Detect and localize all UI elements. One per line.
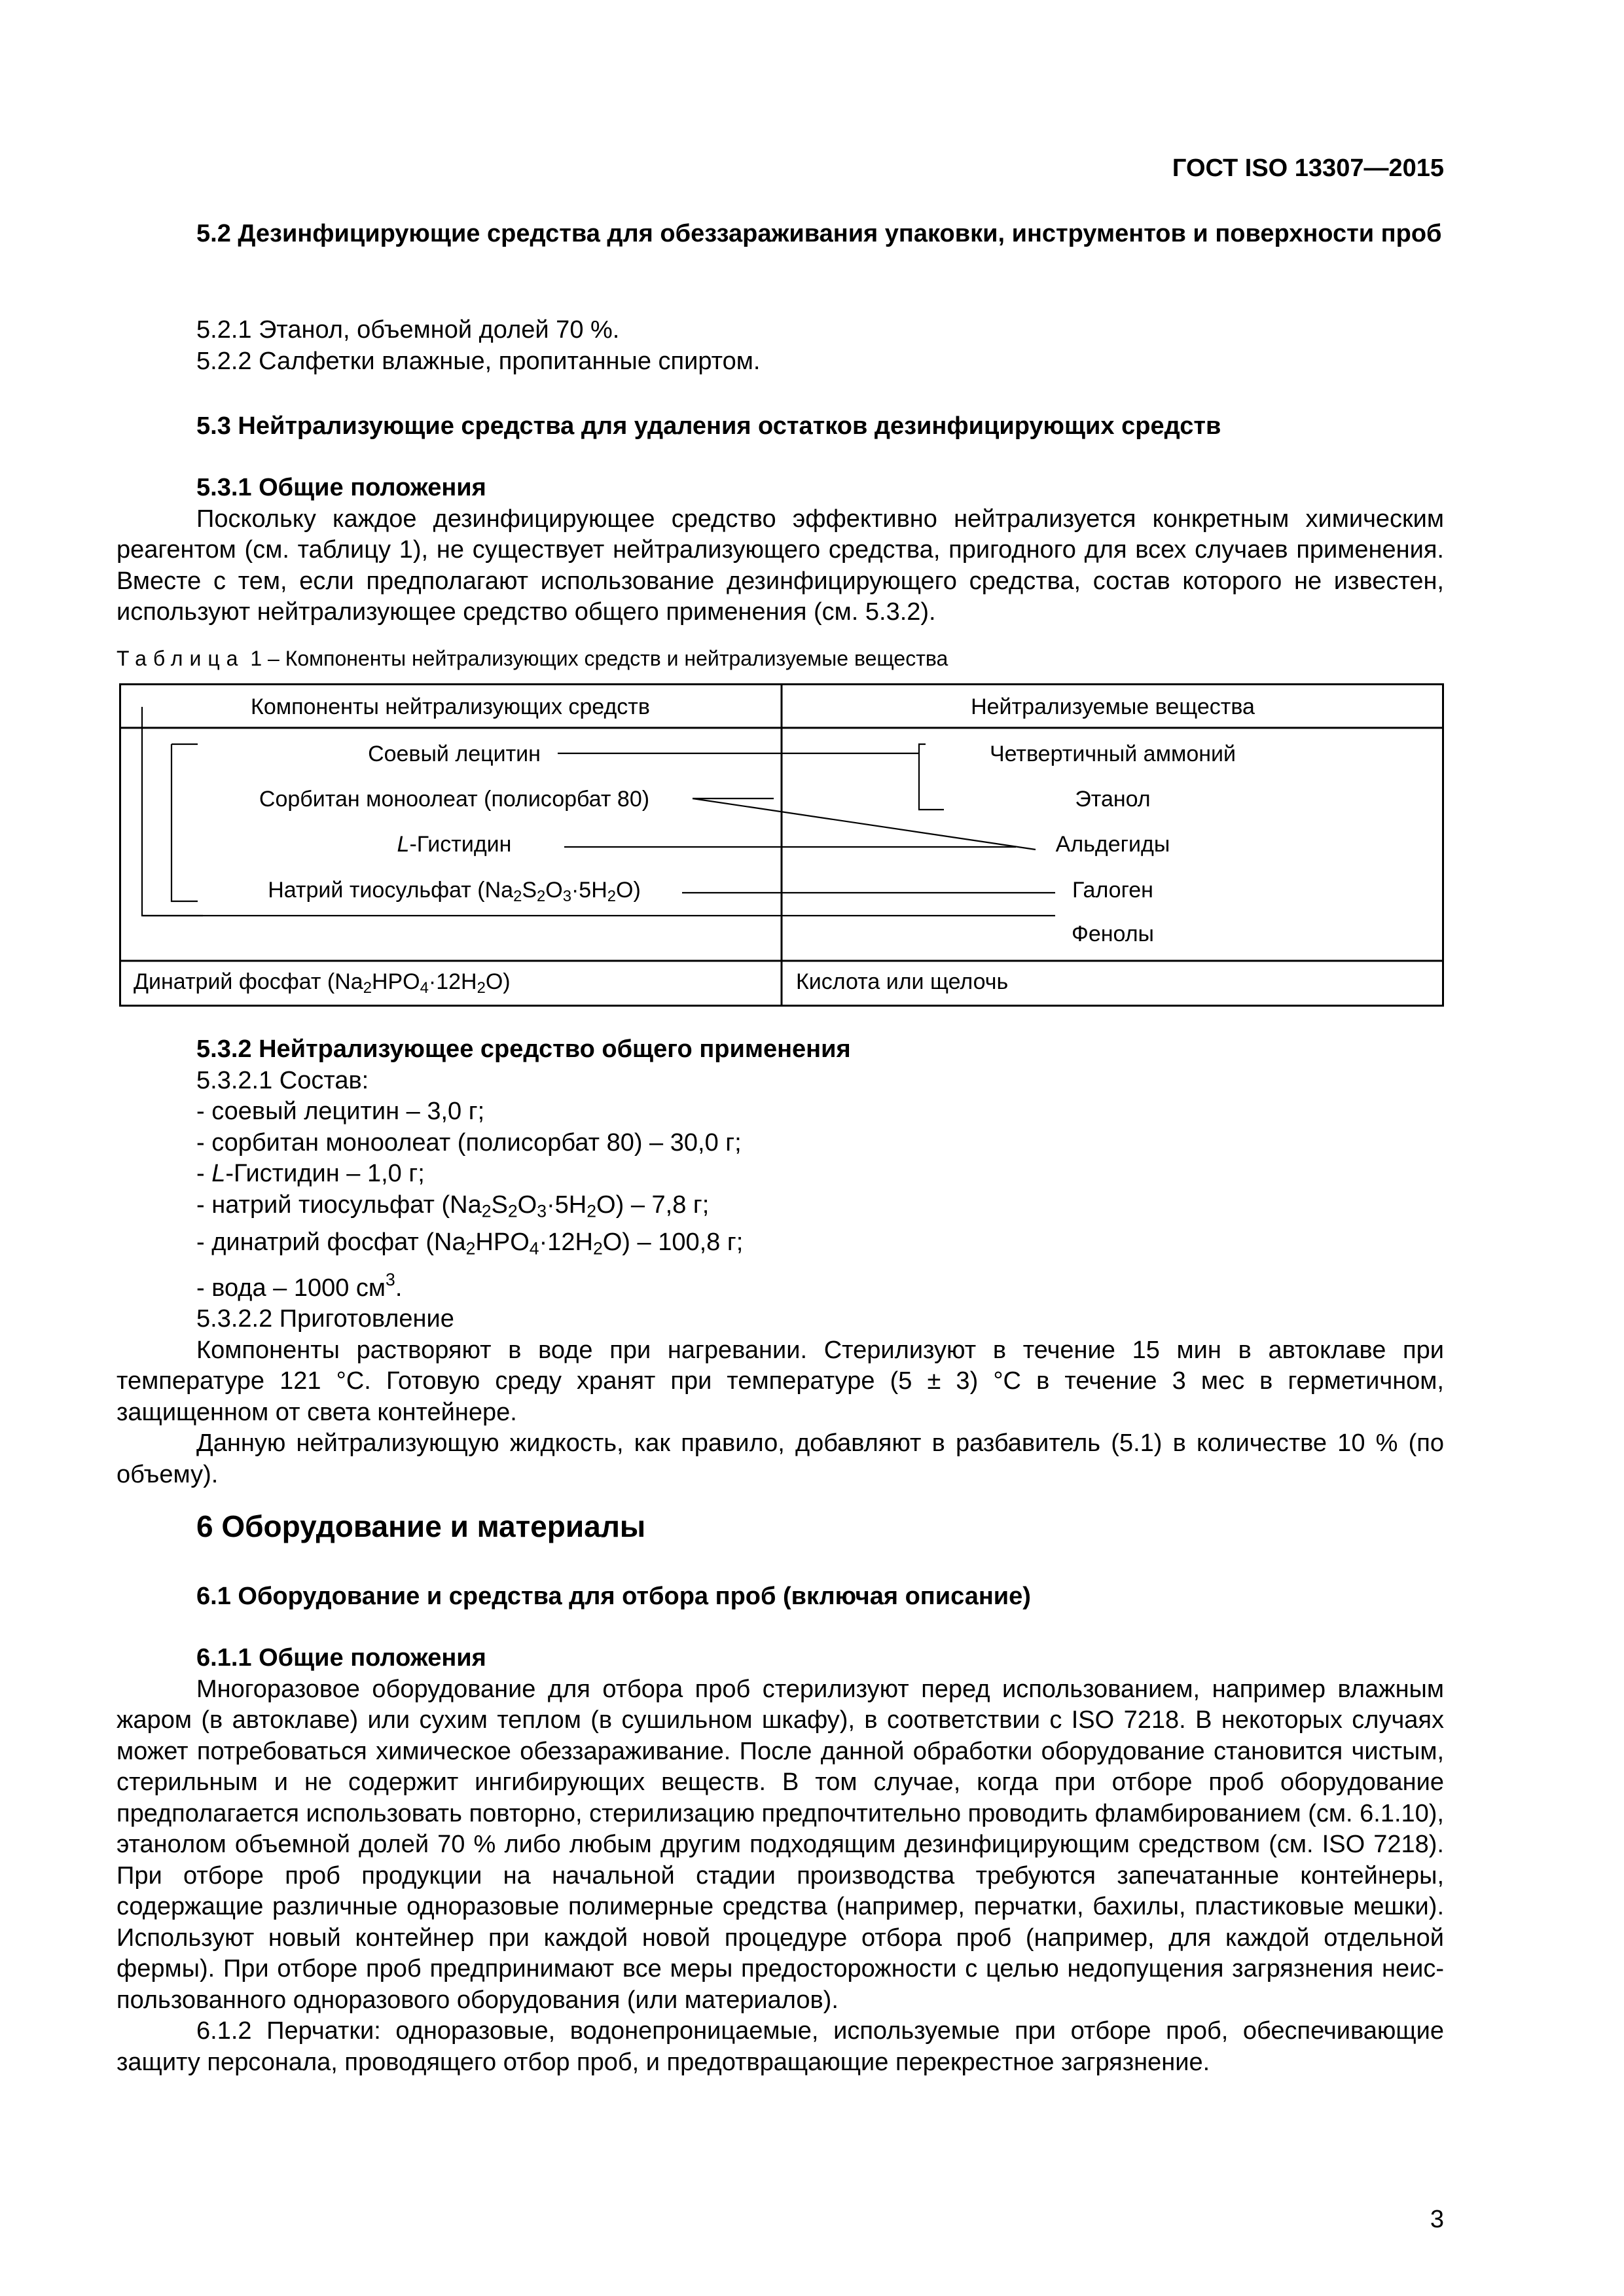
neutralized-ethanol: Этанол <box>1075 787 1151 812</box>
composition-item: - динатрий фосфат $(Na_2HPO_4\cdot 12H_2O) - 100,8$ г; <box>196 1228 744 1259</box>
section-6-title: 6 Оборудование и материалы <box>196 1509 646 1543</box>
document-code: ГОСТ ISO 13307—2015 <box>1172 154 1444 182</box>
table-1-caption <box>117 647 948 671</box>
table-header-neutralized: Нейтрализуемые вещества <box>971 694 1255 719</box>
neutralized-quaternary-ammonium: Четвертичный аммоний <box>989 742 1236 766</box>
neutralizer-usage-text: Данную нейтрализующую жидкость, как правило, добавляют в разбавитель (5.1) в количестве 10 % (по объему). <box>117 1429 1444 1488</box>
section-5-3-1-title: 5.3.1 Общие положения <box>196 474 486 501</box>
neutralized-halogen: Галоген <box>1072 878 1153 903</box>
component-histidine: L-Гистидин <box>397 832 512 857</box>
component-soy-lecithin: Соевый лецитин <box>368 742 541 766</box>
section-6-1-1-text: Многоразовое оборудование для отбора проб стерилизуют перед использованием, например влажным жаром (в автоклаве) или сухим теплом (в сушильном шкафу), в соответствии с ISO 7218. В некоторых случаях может потребоваться химическое обеззараживание. После данной обработки оборудование становится чистым, стерильным и не содержит ингибирующих веществ. В том случае, когда при отборе проб оборудование предполагается использовать повторно, стерилизацию предпочтительно проводить фламбированием (см. 6.1.10), этанолом объемной долей 70 % либо любым другим подходящим дезинфицирующим средством (см. ISO 7218). При отборе проб продукции на начальной стадии производства требуются запечатанные контейнеры, содержащие различные одноразовые полимерные средства (например, перчатки, бахилы, пластиковые мешки). Используют новый контейнер при каждой новой процедуре отбора проб (например, для каждой отдельной фермы). При отборе проб предпринимают все меры предосторожности с целью недопущения загрязнения неиспользованного одноразового оборудования (или материалов). <box>117 1675 1444 2014</box>
bracket-left-1 <box>142 707 203 916</box>
composition-item: - соевый лецитин – 3,0 г; <box>196 1098 485 1125</box>
section-5-3-1-text: Поскольку каждое дезинфицирующее средство эффективно нейтрализуется конкретным химическим реагентом (см. таблицу 1), не существует нейтрализующего средства, пригодного для всех случаев применения. Вместе с тем, если предполагают использование дезинфицирующего средства, состав которого не известен, используют нейтрализующее средство общего применения (см. 5.3.2). <box>117 505 1444 626</box>
item-5-2-1: 5.2.1 Этанол, объемной долей 70 %. <box>196 316 620 344</box>
table-1 <box>119 683 1444 1007</box>
composition-item: - натрий тиосульфат $(Na_2S_2O_3\cdot 5H_2O) - 7,8$ г; <box>196 1191 710 1221</box>
item-5-2-2: 5.2.2 Салфетки влажные, пропитанные спиртом. <box>196 348 761 375</box>
bracket-left-2 <box>171 744 198 901</box>
section-5-2-items <box>196 314 760 377</box>
section-5-3-2-title: 5.3.2 Нейтрализующее средство общего применения <box>196 1035 851 1063</box>
neutralized-acid-alkali: Кислота или щелочь <box>796 969 1009 994</box>
component-sorbitan: Сорбитан моноолеат (полисорбат 80) <box>259 787 650 812</box>
line-sorbitan-aldehyde <box>693 798 1036 850</box>
section-5-3-title: 5.3 Нейтрализующие средства для удаления остатков дезинфицирующих средств <box>196 412 1221 440</box>
subsection-5-3-2-1: 5.3.2.1 Состав: <box>196 1066 369 1094</box>
page-number: 3 <box>1430 2206 1444 2233</box>
table-header-components: Компоненты нейтрализующих средств <box>251 694 650 719</box>
bracket-right <box>919 744 944 810</box>
composition-item: - вода – 1000 $см^3$. <box>196 1269 403 1302</box>
preparation-text: Компоненты растворяют в воде при нагревании. Стерилизуют в течение 15 мин в автоклаве при температуре 121 °С. Готовую среду хранят при температуре (5 ± 3) °С в течение 3 мес в герметичном, защищенном от света контейнере. <box>117 1336 1444 1426</box>
section-6-1-title: 6.1 Оборудование и средства для отбора проб (включая описание) <box>196 1583 1031 1610</box>
section-5-3-2 <box>117 1034 1444 1490</box>
section-5-3-1 <box>117 473 1444 628</box>
section-6-1-1 <box>117 1643 1444 2078</box>
component-disodium-phosphate: Динатрий фосфат $(Na_2HPO_4\cdot 12H_2O)$ <box>134 969 511 997</box>
section-6-1-2-text: 6.1.2 Перчатки: одноразовые, водонепроницаемые, используемые при отборе проб, обеспечивающие защиту персонала, проводящего отбор проб, и предотвращающие перекрестное загрязнение. <box>117 2017 1444 2076</box>
neutralized-phenols: Фенолы <box>1072 922 1154 946</box>
subsection-5-3-2-2: 5.3.2.2 Приготовление <box>196 1305 454 1333</box>
neutralized-aldehydes: Альдегиды <box>1055 832 1170 857</box>
composition-item: - сорбитан моноолеат (полисорбат 80) – 30,0 г; <box>196 1128 742 1157</box>
component-sodium-thiosulfate: Натрий тиосульфат $(Na_2S_2O_3\cdot 5H_2O)$ <box>268 878 641 905</box>
table-caption-label: Таблица <box>117 647 245 670</box>
table-1-lines <box>119 683 1444 1007</box>
section-5-2-title: 5.2 Дезинфицирующие средства для обеззараживания упаковки, инструментов и поверхности проб <box>196 220 1442 247</box>
section-6-1-1-title: 6.1.1 Общие положения <box>196 1644 486 1672</box>
table-caption-text: 1 – Компоненты нейтрализующих средств и нейтрализуемые вещества <box>250 647 948 670</box>
composition-item: - L-Гистидин – 1,0 г; <box>196 1160 425 1187</box>
